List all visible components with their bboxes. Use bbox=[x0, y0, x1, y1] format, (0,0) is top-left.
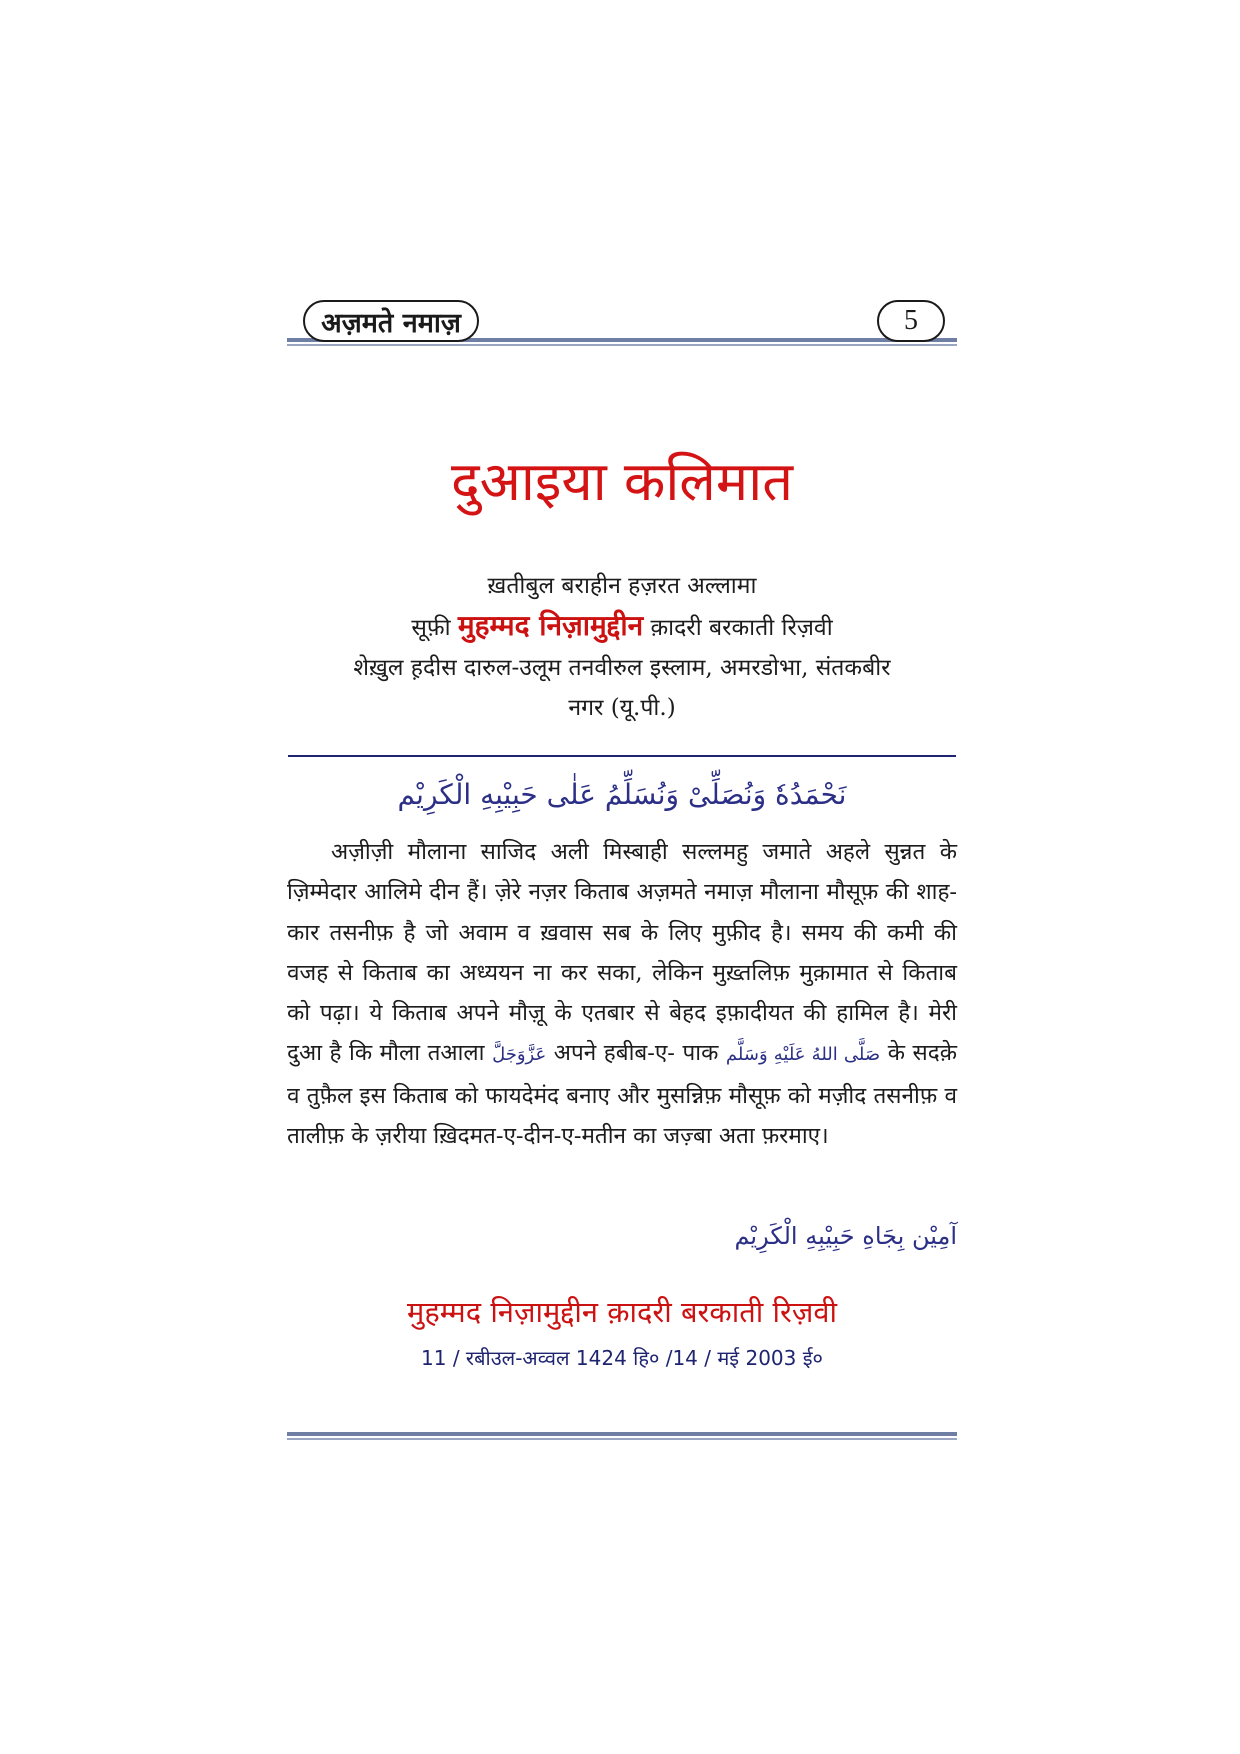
body-part-2: अपने हबीब-ए- पाक bbox=[546, 1040, 726, 1067]
credit-suffix: क़ादरी बरकाती रिज़वी bbox=[643, 615, 833, 641]
body-paragraph bbox=[287, 832, 957, 1156]
body-part-1: अज़ीज़ी मौलाना साजिद अली मिस्बाही सल्लमहु जमाते अहले सुन्नत के ज़िम्मेदार आलिमे दीन हैं। ज़ेरे नज़र किताब अज़मते नमाज़ मौलाना मौसूफ़ की शाह-कार तसनीफ़ है जो अवाम व ख़वास सब के लिए मुफ़ीद है। समय की कमी की वजह से किताब का अध्ययन ना कर सका, लेकिन मुख़्तलिफ़ मुक़ामात से किताब को पढ़ा। ये किताब अपने मौज़ू के एतबार से बेहद इफ़ादीयत की हामिल है। मेरी दुआ है कि मौला तआला bbox=[287, 839, 957, 1067]
page-number: 5 bbox=[877, 300, 945, 342]
signature: मुहम्मद निज़ामुद्दीन क़ादरी बरकाती रिज़वी bbox=[407, 1295, 837, 1329]
credit-line-3: शेख़ुल ह़दीस दारुल-उलूम तनवीरुल इस्लाम, अमरडोभा, संतकबीर bbox=[353, 655, 891, 681]
book-title-label: अज़मते नमाज़ bbox=[303, 300, 479, 342]
arabic-closing: آمِیْن بِجَاهِ حَبِیْبِهِ الْكَرِیْم bbox=[734, 1222, 957, 1250]
credit-line-2 bbox=[270, 606, 974, 648]
credit-prefix: सूफ़ी bbox=[411, 615, 458, 641]
page-title: दुआइया कलिमात bbox=[451, 450, 793, 513]
date-line: 11 / रबीउल-अव्वल 1424 हि० /14 / मई 2003 ई० bbox=[421, 1346, 823, 1370]
footer-rule bbox=[287, 1432, 957, 1436]
page-header bbox=[287, 296, 957, 348]
credit-line-1: ख़तीबुल बराहीन हज़रत अल्लामा bbox=[487, 573, 757, 599]
author-name: मुहम्मद निज़ामुद्दीन bbox=[457, 609, 644, 642]
honorific-allah: عَزَّوَجَلَّ bbox=[492, 1044, 547, 1066]
honorific-prophet: صَلَّى اللهُ عَلَيْهِ وَسَلَّم bbox=[725, 1044, 881, 1066]
section-divider bbox=[288, 755, 956, 757]
body-part-3: के सदक़े व तुफ़ैल इस किताब को फायदेमंद बनाए और मुसन्निफ़ मौसूफ़ को मज़ीद तसनीफ़ व तालीफ़ के ज़रीया ख़िदमत-ए-दीन-ए-मतीन का जज़्बा अता फ़रमाए। bbox=[287, 1040, 957, 1150]
arabic-opening: نَحْمَدُهٗ وَنُصَلِّیْ وَنُسَلِّمُ عَلٰى حَبِیْبِهِ الْكَرِیْم bbox=[397, 778, 847, 811]
credit-line-4: नगर (यू.पी.) bbox=[568, 695, 676, 721]
author-credits bbox=[270, 566, 974, 728]
